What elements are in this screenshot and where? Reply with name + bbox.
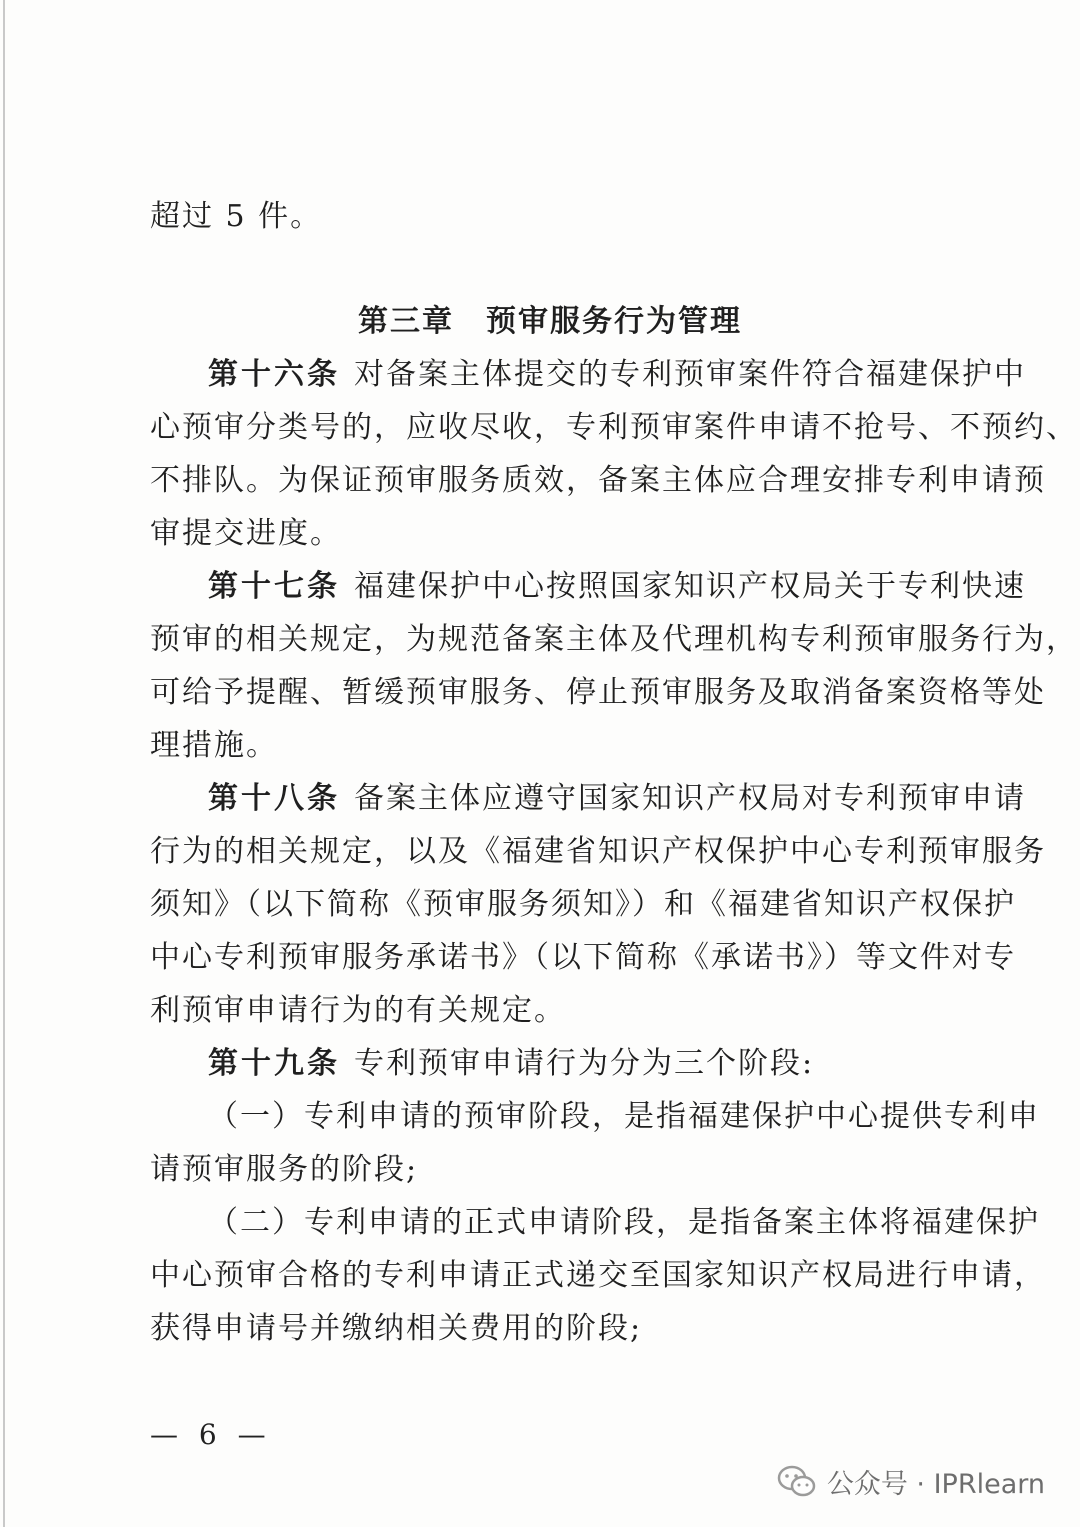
item-line: 获得申请号并缴纳相关费用的阶段;	[150, 1311, 643, 1346]
article-line: 可给予提醒、暂缓预审服务、停止预审服务及取消备案资格等处	[150, 675, 1046, 710]
article-line: 利预审申请行为的有关规定。	[150, 993, 566, 1028]
article-line: 心预审分类号的，应收尽收，专利预审案件申请不抢号、不预约、	[150, 410, 1078, 445]
article-first-line	[150, 348, 1026, 401]
article-17	[150, 560, 1078, 772]
list-item	[150, 1196, 1046, 1355]
item-line: 请预审服务的阶段;	[150, 1152, 419, 1187]
article-title: 第十六条	[208, 357, 340, 392]
article-text: 福建保护中心按照国家知识产权局关于专利快速	[354, 569, 1026, 604]
item-first-line: （二）专利申请的正式申请阶段，是指备案主体将福建保护	[208, 1205, 1040, 1240]
item-line: 中心预审合格的专利申请正式递交至国家知识产权局进行申请，	[150, 1258, 1046, 1293]
continuation-line: 超过 5 件。	[150, 199, 323, 234]
scan-edge	[3, 0, 5, 1527]
article-line: 预审的相关规定，为规范备案主体及代理机构专利预审服务行为，	[150, 622, 1078, 657]
list-item	[150, 1090, 1040, 1196]
article-first-line	[150, 560, 1026, 613]
article-line: 行为的相关规定，以及《福建省知识产权保护中心专利预审服务	[150, 834, 1046, 869]
article-19	[150, 1037, 950, 1090]
article-line: 审提交进度。	[150, 516, 342, 551]
article-title: 第十八条	[208, 781, 340, 816]
article-line: 理措施。	[150, 728, 278, 763]
article-first-line	[150, 1037, 950, 1090]
wechat-icon	[777, 1465, 817, 1499]
article-line: 不排队。为保证预审服务质效，备案主体应合理安排专利申请预	[150, 463, 1046, 498]
article-text: 备案主体应遵守国家知识产权局对专利预审申请	[354, 781, 1026, 816]
article-title: 第十九条	[208, 1046, 340, 1081]
article-line: 中心专利预审服务承诺书》（以下简称《承诺书》）等文件对专	[150, 940, 1016, 975]
article-18	[150, 772, 1046, 1037]
chapter-title: 第三章 预审服务行为管理	[358, 304, 742, 339]
document-body	[150, 190, 1078, 1355]
article-first-line	[150, 772, 1026, 825]
page-number: — 6 —	[150, 1418, 272, 1451]
article-text: 专利预审申请行为分为三个阶段:	[354, 1046, 815, 1081]
watermark-text: 公众号 · IPRlearn	[826, 1469, 1045, 1500]
article-title: 第十七条	[208, 569, 340, 604]
item-first-line: （一）专利申请的预审阶段，是指福建保护中心提供专利申	[208, 1099, 1040, 1134]
article-text: 对备案主体提交的专利预审案件符合福建保护中	[354, 357, 1026, 392]
article-line: 须知》（以下简称《预审服务须知》）和《福建省知识产权保护	[150, 887, 1016, 922]
watermark	[777, 1462, 1045, 1501]
article-16	[150, 348, 1078, 560]
